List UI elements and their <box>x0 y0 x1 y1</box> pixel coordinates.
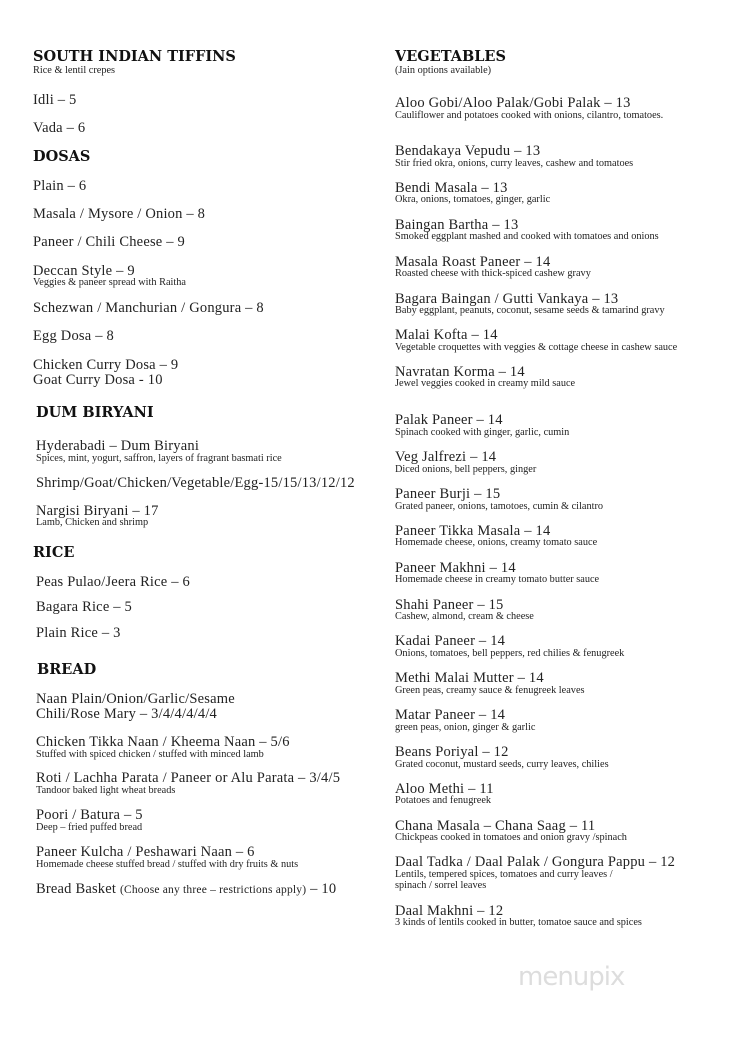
menu-item-name: Matar Paneer – 14 <box>395 707 506 723</box>
menu-item-name: Nargisi Biryani – 17 <box>36 503 159 519</box>
menu-item-name: Kadai Paneer – 14 <box>395 633 506 649</box>
menu-item-name: Aloo Methi – 11 <box>395 781 494 797</box>
menu-item-name: Paneer Makhni – 14 <box>395 560 516 576</box>
section-heading: RICE <box>33 544 75 561</box>
menu-item-description: Roasted cheese with thick-spiced cashew gravy <box>395 268 591 279</box>
section-heading: DUM BIRYANI <box>36 404 154 421</box>
menu-item-name: Chili/Rose Mary – 3/4/4/4/4/4 <box>36 706 218 722</box>
menu-item-description: Onions, tomatoes, bell peppers, red chilies & fenugreek <box>395 648 625 659</box>
menu-item-name: Bread Basket <box>36 881 117 897</box>
menu-item-description: Smoked eggplant mashed and cooked with tomatoes and onions <box>395 231 659 242</box>
menu-item-name: Bendi Masala – 13 <box>395 180 508 196</box>
menu-item-price: – 10 <box>310 881 337 897</box>
menu-item-name: Bendakaya Vepudu – 13 <box>395 143 541 159</box>
menu-item-description: Green peas, creamy sauce & fenugreek leaves <box>395 685 585 696</box>
menu-item-description: Baby eggplant, peanuts, coconut, sesame seeds & tamarind gravy <box>395 305 665 316</box>
section-heading: BREAD <box>37 661 97 678</box>
menu-item-name: Schezwan / Manchurian / Gongura – 8 <box>33 300 264 316</box>
menu-item-name: Bagara Rice – 5 <box>36 599 133 615</box>
menu-item-description: Homemade cheese, onions, creamy tomato sauce <box>395 537 598 548</box>
menu-item-name: Aloo Gobi/Aloo Palak/Gobi Palak – 13 <box>395 95 631 111</box>
menu-item-description: Grated coconut, mustard seeds, curry leaves, chilies <box>395 759 609 770</box>
menu-item-name: Baingan Bartha – 13 <box>395 217 519 233</box>
menu-item-name: Chicken Tikka Naan / Kheema Naan – 5/6 <box>36 734 290 750</box>
menu-item-description: Lamb, Chicken and shrimp <box>36 517 149 528</box>
menu-item-description: 3 kinds of lentils cooked in butter, tomatoe sauce and spices <box>395 917 642 928</box>
menu-item-description: spinach / sorrel leaves <box>395 880 487 891</box>
menu-item-name: Methi Malai Mutter – 14 <box>395 670 544 686</box>
menu-item-name: Idli – 5 <box>33 92 77 108</box>
menu-item-description: Lentils, tempered spices, tomatoes and curry leaves / <box>395 869 613 880</box>
menu-item-description: Tandoor baked light wheat breads <box>36 785 176 796</box>
menu-item-name: Malai Kofta – 14 <box>395 327 498 343</box>
menu-item-name: Chana Masala – Chana Saag – 11 <box>395 818 596 834</box>
menu-item-description: Potatoes and fenugreek <box>395 795 492 806</box>
menu-item-name: Shrimp/Goat/Chicken/Vegetable/Egg-15/15/13/12/12 <box>36 475 355 491</box>
menu-item-description: Vegetable croquettes with veggies & cottage cheese in cashew sauce <box>395 342 678 353</box>
menu-item-name: Masala Roast Paneer – 14 <box>395 254 551 270</box>
menu-item-name: Masala / Mysore / Onion – 8 <box>33 206 206 222</box>
menu-item-name: Beans Poriyal – 12 <box>395 744 509 760</box>
menu-item-description: (Jain options available) <box>395 65 492 76</box>
menu-item-description: Grated paneer, onions, tamotoes, cumin & cilantro <box>395 501 604 512</box>
menu-item-description: Stir fried okra, onions, curry leaves, cashew and tomatoes <box>395 158 634 169</box>
menu-item-description: Jewel veggies cooked in creamy mild sauce <box>395 378 576 389</box>
menu-item-description: Deep – fried puffed bread <box>36 822 143 833</box>
menu-item-description: Cashew, almond, cream & cheese <box>395 611 534 622</box>
menu-item-name: Paneer Tikka Masala – 14 <box>395 523 551 539</box>
menu-item-description: Stuffed with spiced chicken / stuffed with minced lamb <box>36 749 264 760</box>
menu-item-note: (Choose any three – restrictions apply) <box>119 884 307 896</box>
menu-item-description: Cauliflower and potatoes cooked with onions, cilantro, tomatoes. <box>395 110 664 121</box>
menu-item-name: Roti / Lachha Parata / Paneer or Alu Parata – 3/4/5 <box>36 770 341 786</box>
menu-item-name: Naan Plain/Onion/Garlic/Sesame <box>36 691 235 707</box>
section-heading: DOSAS <box>33 148 91 165</box>
menupix-watermark: menupix <box>518 962 625 992</box>
menu-item-description: green peas, onion, ginger & garlic <box>395 722 536 733</box>
menu-item-name <box>36 881 336 898</box>
menu-item-name: Vada – 6 <box>33 120 86 136</box>
menu-item-description: Veggies & paneer spread with Raitha <box>33 277 186 288</box>
section-heading: SOUTH INDIAN TIFFINS <box>33 48 236 65</box>
menu-item-name: Peas Pulao/Jeera Rice – 6 <box>36 574 190 590</box>
menu-item-name: Egg Dosa – 8 <box>33 328 114 344</box>
menu-item-name: Hyderabadi – Dum Biryani <box>36 438 200 454</box>
menu-item-name: Paneer Burji – 15 <box>395 486 501 502</box>
menu-item-name: Shahi Paneer – 15 <box>395 597 504 613</box>
menu-item-description: Spices, mint, yogurt, saffron, layers of fragrant basmati rice <box>36 453 282 464</box>
menu-item-description: Diced onions, bell peppers, ginger <box>395 464 537 475</box>
menu-item-name: Paneer / Chili Cheese – 9 <box>33 234 185 250</box>
menu-item-description: Rice & lentil crepes <box>33 65 116 76</box>
menu-item-description: Okra, onions, tomatoes, ginger, garlic <box>395 194 551 205</box>
menu-item-name: Poori / Batura – 5 <box>36 807 143 823</box>
menu-item-name: Palak Paneer – 14 <box>395 412 503 428</box>
menu-item-name: Paneer Kulcha / Peshawari Naan – 6 <box>36 844 255 860</box>
menu-item-description: Spinach cooked with ginger, garlic, cumin <box>395 427 570 438</box>
menu-item-name: Chicken Curry Dosa – 9 <box>33 357 179 373</box>
section-heading: VEGETABLES <box>395 48 506 65</box>
menu-item-name: Bagara Baingan / Gutti Vankaya – 13 <box>395 291 619 307</box>
menu-item-name: Deccan Style – 9 <box>33 263 135 279</box>
menu-item-name: Daal Tadka / Daal Palak / Gongura Pappu – 12 <box>395 854 676 870</box>
menu-item-name: Veg Jalfrezi – 14 <box>395 449 497 465</box>
menu-item-description: Homemade cheese stuffed bread / stuffed with dry fruits & nuts <box>36 859 299 870</box>
menu-item-name: Navratan Korma – 14 <box>395 364 525 380</box>
menu-item-description: Chickpeas cooked in tomatoes and onion gravy /spinach <box>395 832 627 843</box>
menu-item-description: Homemade cheese in creamy tomato butter sauce <box>395 574 600 585</box>
menu-item-name: Goat Curry Dosa - 10 <box>33 372 163 388</box>
menu-item-name: Plain – 6 <box>33 178 87 194</box>
menu-item-name: Daal Makhni – 12 <box>395 903 504 919</box>
menu-item-name: Plain Rice – 3 <box>36 625 121 641</box>
